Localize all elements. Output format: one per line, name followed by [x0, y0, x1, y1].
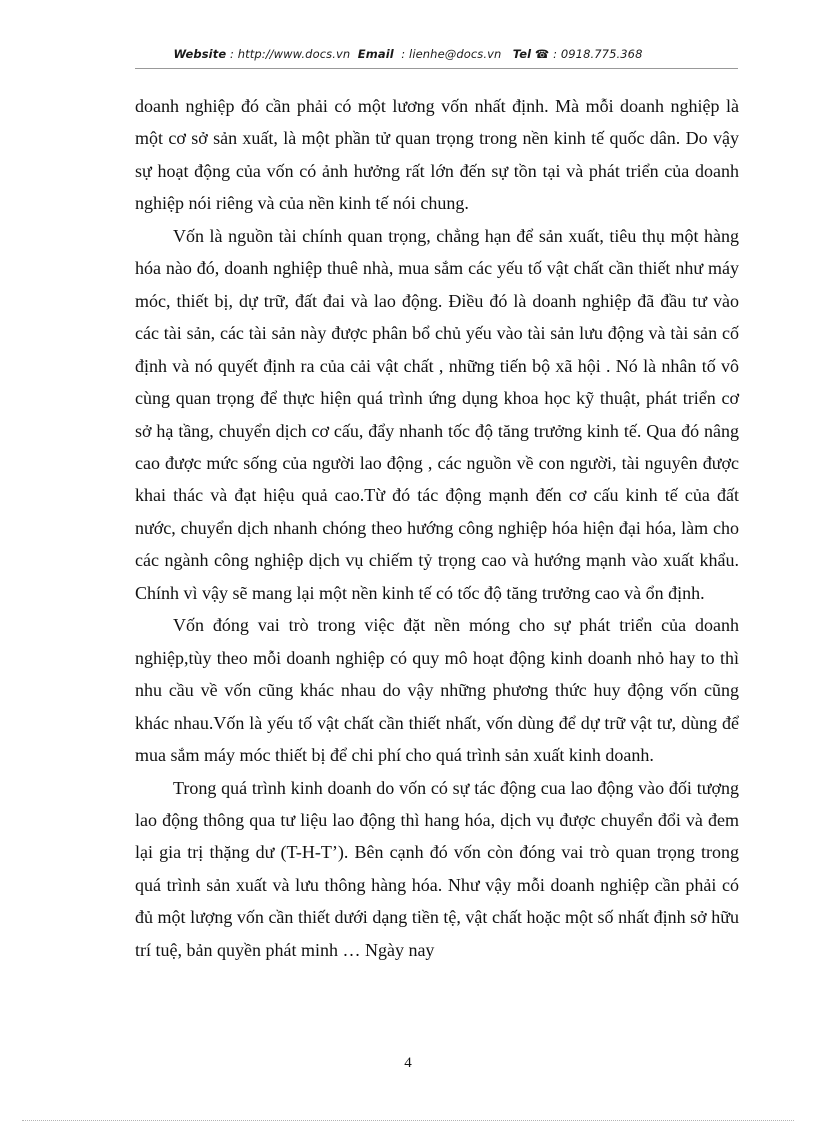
paragraph: Vốn là nguồn tài chính quan trọng, chẳng hạn để sản xuất, tiêu thụ một hàng hóa nào đó, doanh nghiệp thuê nhà, mua sắm các yếu tố vật chất cần thiết như máy móc, thiết bị, dự trữ, đất đai và lao động. Điều đó là doanh nghiệp đã đầu tư vào các tài sản, các tài sản này được phân bổ chủ yếu vào tài sản lưu động và tài sản cố định và nó quyết định ra của cải vật chất , những tiến bộ xã hội . Nó là nhân tố vô cùng quan trọng để thực hiện quá trình ứng dụng khoa học kỹ thuật, phát triển cơ sở hạ tầng, chuyển dịch cơ cấu, đẩy nhanh tốc độ tăng trưởng kinh tế. Qua đó nâng cao được mức sống của người lao động , các nguồn về con người, tài nguyên được khai thác và đạt hiệu quả cao.Từ đó tác động mạnh đến cơ cấu kinh tế của đất nước, chuyển dịch nhanh chóng theo hướng công nghiệp hóa hiện đại hóa, làm cho các ngành công nghiệp dịch vụ chiếm tỷ trọng cao và hướng mạnh vào xuất khẩu. Chính vì vậy sẽ mang lại một nền kinh tế có tốc độ tăng trưởng cao và ổn định.	[135, 225, 739, 603]
website-label: Website	[173, 47, 227, 61]
header-divider	[135, 68, 738, 69]
document-body	[135, 90, 739, 966]
paragraph: Vốn đóng vai trò trong việc đặt nền móng cho sự phát triển của doanh nghiệp,tùy theo mỗi doanh nghiệp có quy mô hoạt động kinh doanh nhỏ hay to thì nhu cầu về vốn cũng khác nhau do vậy những phương thức huy động vốn cũng khác nhau.Vốn là yếu tố vật chất cần thiết nhất, vốn dùng để dự trữ vật tư, dùng để mua sắm máy móc thiết bị để chi phí cho quá trình sản xuất kinh doanh.	[135, 615, 739, 766]
tel-number: : 0918.775.368	[553, 47, 643, 61]
paragraph: Trong quá trình kinh doanh do vốn có sự tác động cua lao động vào đối tượng lao động thông qua tư liệu lao động thì hang hóa, dịch vụ được chuyển đổi và đem lại gia trị thặng dư (T-H-T’). Bên cạnh đó vốn còn đóng vai trò quan trọng trong quá trình sản xuất và lưu thông hàng hóa. Như vậy mỗi doanh nghiệp cần phải có đủ một lượng vốn cần thiết dưới dạng tiền tệ, vật chất hoặc một số nhất định sở hữu trí tuệ, bản quyền phát minh … Ngày nay	[135, 777, 739, 960]
email-address: : lienhe@docs.vn	[401, 47, 502, 61]
phone-icon: ☎	[534, 47, 550, 61]
paragraph: doanh nghiệp đó cần phải có một lương vốn nhất định. Mà mỗi doanh nghiệp là một cơ sở sản xuất, là một phần tử quan trọng trong nền kinh tế quốc dân. Do vậy sự hoạt động của vốn có ảnh hưởng rất lớn đến sự tồn tại và phát triển của doanh nghiệp nói riêng và của nền kinh tế nói chung.	[135, 96, 739, 214]
page-number: 4	[404, 1055, 412, 1071]
email-label: Email	[357, 47, 394, 61]
page-bottom-border	[22, 1120, 794, 1121]
tel-label: Tel	[512, 47, 532, 61]
page-header	[0, 47, 816, 61]
website-url: : http://www.docs.vn	[229, 47, 351, 61]
